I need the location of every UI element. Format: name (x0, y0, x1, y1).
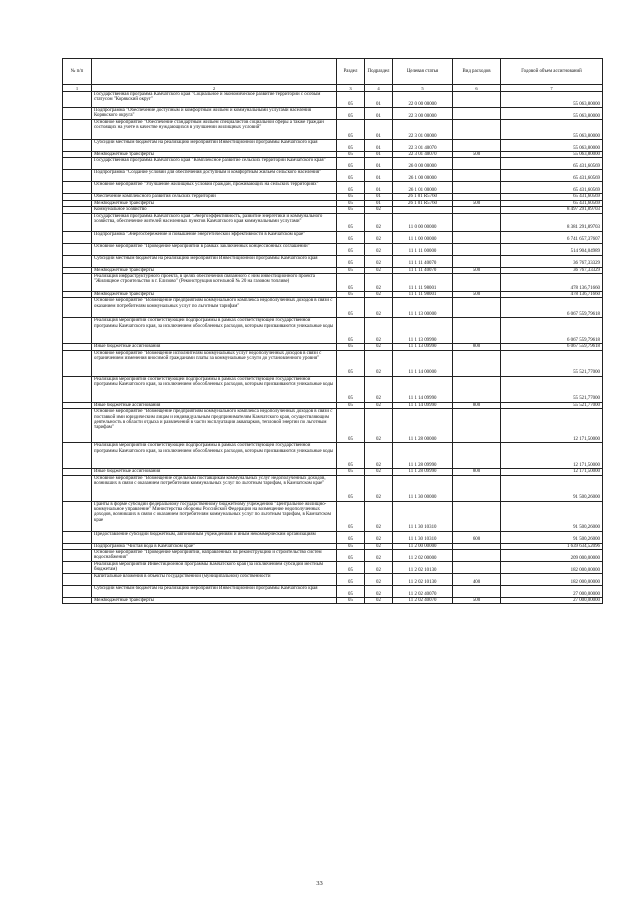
cell-r: 05 (337, 108, 365, 120)
cell-amount: 65 431,60569 (501, 200, 603, 206)
table-row (63, 350, 603, 376)
cell-cs: 11 1 13 00000 (393, 298, 453, 318)
cell-cs: 11 1 11 40070 (393, 255, 453, 267)
cell-index (63, 170, 92, 182)
cell-name: Основное мероприятие "Обеспечение стандартным жильем специалистов социальной сферы а также граждан состоящих на учете в качестве нуждающихся в улучшении жилищных условий" (92, 120, 337, 140)
cell-vr (453, 213, 501, 231)
cell-name: Реализация инфраструктурного проекта, в целях обеспечения связанного с ним инвестиционного проекта "Жилищное строительство в г. Елизово" (Реконструкция котельной № 20 на газовом топливе) (92, 274, 337, 292)
cell-index (63, 574, 92, 586)
cell-index (63, 108, 92, 120)
cell-vr: 800 (453, 402, 501, 408)
cell-p: 02 (365, 475, 393, 501)
cell-name: Реализация мероприятий Инвестиционной программы Камчатского края (за исключением субсидий местным бюджетам) (92, 562, 337, 574)
cell-p: 02 (365, 344, 393, 350)
cell-vr (453, 140, 501, 152)
cell-name: Иные бюджетные ассигнования (92, 344, 337, 350)
cell-p: 02 (365, 501, 393, 531)
cell-r: 05 (337, 574, 365, 586)
budget-rows (63, 92, 603, 604)
cell-name: Государственная программа Камчатского края "Социальное и экономическое развитие территории с особым статусом "Корякский округ" (92, 92, 337, 108)
cell-name: Основное мероприятие "Проведение мероприятий в рамках заключенных концессионных соглашений" (92, 243, 337, 255)
cell-r: 05 (337, 140, 365, 152)
table-row (63, 318, 603, 344)
cell-index (63, 274, 92, 292)
table-row (63, 598, 603, 604)
cell-amount: 6 067 559,79618 (501, 298, 603, 318)
cell-amount: 91 500,26000 (501, 475, 603, 501)
cell-p: 02 (365, 255, 393, 267)
cell-r: 05 (337, 231, 365, 243)
cell-cs: 11 1 13 09990 (393, 344, 453, 350)
cell-r: 05 (337, 562, 365, 574)
cell-amount: 6 067 559,79618 (501, 318, 603, 344)
cell-vr (453, 108, 501, 120)
table-row (63, 243, 603, 255)
cell-r: 05 (337, 243, 365, 255)
cell-cs: 11 1 11 40070 (393, 267, 453, 273)
cell-r: 05 (337, 475, 365, 501)
cell-vr (453, 562, 501, 574)
cell-name: Гранты в форме субсидий федеральному государственному бюджетному учреждению "Центральное жилищно-коммунальное управление" Министерства обороны Российской Федерации на возмещение недополученных доходов, возникших в связи с оказанием потребителям коммунальных услуг по льготным тарифам, в Камчатском крае (92, 501, 337, 531)
cell-index (63, 562, 92, 574)
cell-amount: 182 000,00000 (501, 562, 603, 574)
cell-amount: 55 063,80000 (501, 120, 603, 140)
cell-name: Субсидии местным бюджетам на реализацию мероприятий Инвестиционной программы Камчатского края (92, 586, 337, 598)
table-row (63, 475, 603, 501)
table-row (63, 574, 603, 586)
cell-r: 05 (337, 344, 365, 350)
cell-name: Межбюджетные трансферты (92, 267, 337, 273)
cell-p: 02 (365, 274, 393, 292)
cell-r: 05 (337, 182, 365, 194)
table-row (63, 140, 603, 152)
cell-vr (453, 274, 501, 292)
cell-cs: 11 2 02 40070 (393, 586, 453, 598)
header-cell: Целевая статья (393, 59, 453, 85)
table-row (63, 213, 603, 231)
cell-name: Субсидии местным бюджетам на реализацию мероприятий Инвестиционной программы Камчатского края (92, 140, 337, 152)
cell-index (63, 475, 92, 501)
cell-amount: 12 171,50000 (501, 409, 603, 443)
cell-r: 05 (337, 586, 365, 598)
cell-p: 02 (365, 469, 393, 475)
cell-p: 02 (365, 350, 393, 376)
cell-r: 05 (337, 194, 365, 200)
column-number: 2 (92, 85, 337, 92)
cell-r: 05 (337, 120, 365, 140)
table-row (63, 108, 603, 120)
cell-p: 02 (365, 443, 393, 469)
table-row (63, 158, 603, 170)
cell-amount: 36 767,33329 (501, 267, 603, 273)
cell-amount: 209 000,00000 (501, 550, 603, 562)
cell-r: 05 (337, 267, 365, 273)
cell-vr (453, 92, 501, 108)
table-row (63, 298, 603, 318)
cell-cs: 11 1 11 00000 (393, 243, 453, 255)
budget-table (62, 58, 603, 604)
cell-cs: 22 3 00 00000 (393, 108, 453, 120)
column-number: 1 (63, 85, 92, 92)
cell-p: 02 (365, 598, 393, 604)
cell-r: 05 (337, 92, 365, 108)
cell-r: 05 (337, 213, 365, 231)
cell-cs: 22 3 01 00000 (393, 120, 453, 140)
cell-name: Основное мероприятие "Возмещение предприятиям коммунального комплекса недополученных доходов в связи с оказанием потребителям коммунальных услуг по льготным тарифам" (92, 298, 337, 318)
page-number: 33 (316, 880, 323, 887)
cell-amount: 91 500,26000 (501, 501, 603, 531)
cell-amount: 55 521,77000 (501, 376, 603, 402)
header-cell: № п/п (63, 59, 92, 85)
cell-index (63, 586, 92, 598)
cell-index (63, 213, 92, 231)
header-cell: Вид расходов (453, 59, 501, 85)
cell-amount: 1 639 634,52096 (501, 543, 603, 549)
table-row (63, 170, 603, 182)
cell-amount: 12 171,50000 (501, 469, 603, 475)
cell-vr (453, 475, 501, 501)
cell-amount: 65 431,60569 (501, 170, 603, 182)
cell-r: 05 (337, 469, 365, 475)
table-row (63, 120, 603, 140)
cell-vr (453, 158, 501, 170)
cell-name: Реализация мероприятий соответствующей подпрограммы в рамках соответствующей государственной программы Камчатского края, за исключением обособленных расходов, которым присваиваются уникальные коды (92, 318, 337, 344)
cell-name: Обеспечение комплексного развития сельских территорий (92, 194, 337, 200)
table-row (63, 550, 603, 562)
cell-index (63, 350, 92, 376)
cell-index (63, 531, 92, 543)
cell-cs: 26 1 01 R5760 (393, 194, 453, 200)
cell-cs: 26 1 01 R5760 (393, 200, 453, 206)
cell-p: 01 (365, 182, 393, 194)
cell-r: 05 (337, 158, 365, 170)
cell-r: 05 (337, 501, 365, 531)
cell-p: 01 (365, 108, 393, 120)
table-row (63, 182, 603, 194)
cell-name: Государственная программа Камчатского края "Комплексное развитие сельских территорий Камчатского края" (92, 158, 337, 170)
cell-name: Основное мероприятие "Возмещение исполнителям коммунальных услуг недополученных доходов в связи с ограничением изменения вносимой гражданами платы за коммунальные услуги до установленного уровня" (92, 350, 337, 376)
cell-name: Иные бюджетные ассигнования (92, 469, 337, 475)
cell-cs: 11 2 02 10130 (393, 562, 453, 574)
cell-amount: 8 497 291,89703 (501, 207, 603, 213)
cell-name: Межбюджетные трансферты (92, 598, 337, 604)
cell-r: 05 (337, 550, 365, 562)
cell-amount: 27 000,00000 (501, 598, 603, 604)
cell-p: 02 (365, 543, 393, 549)
cell-amount: 55 521,77000 (501, 350, 603, 376)
cell-cs: 11 2 02 40070 (393, 598, 453, 604)
cell-vr: 500 (453, 598, 501, 604)
cell-cs: 11 1 00 00000 (393, 231, 453, 243)
cell-r: 05 (337, 402, 365, 408)
cell-p: 02 (365, 586, 393, 598)
cell-amount: 55 521,77000 (501, 402, 603, 408)
cell-p: 02 (365, 574, 393, 586)
table-row (63, 409, 603, 443)
cell-name: Коммунальное хозяйство (92, 207, 337, 213)
header-row (63, 59, 603, 85)
cell-r: 05 (337, 443, 365, 469)
cell-vr: 500 (453, 200, 501, 206)
cell-index (63, 443, 92, 469)
cell-p: 01 (365, 140, 393, 152)
cell-index (63, 298, 92, 318)
cell-p: 02 (365, 550, 393, 562)
cell-p: 02 (365, 318, 393, 344)
cell-cs: 11 2 02 10130 (393, 574, 453, 586)
cell-vr: 500 (453, 152, 501, 158)
cell-p: 02 (365, 213, 393, 231)
cell-cs: 11 1 14 00000 (393, 350, 453, 376)
cell-vr (453, 255, 501, 267)
cell-cs: 11 1 28 09990 (393, 443, 453, 469)
cell-vr: 400 (453, 574, 501, 586)
cell-index (63, 255, 92, 267)
cell-index (63, 598, 92, 604)
cell-cs: 11 0 00 00000 (393, 213, 453, 231)
table-row (63, 231, 603, 243)
cell-p: 01 (365, 120, 393, 140)
cell-amount: 514 904,04989 (501, 243, 603, 255)
cell-name: Межбюджетные трансферты (92, 152, 337, 158)
cell-cs: 11 1 13 09990 (393, 318, 453, 344)
cell-vr (453, 231, 501, 243)
cell-cs: 26 1 01 00000 (393, 182, 453, 194)
cell-amount: 12 171,50000 (501, 443, 603, 469)
cell-p: 02 (365, 243, 393, 255)
cell-amount: 65 431,60569 (501, 194, 603, 200)
cell-name: Основное мероприятие "Улучшение жилищных условий граждан, проживающих на сельских территориях" (92, 182, 337, 194)
column-number: 5 (393, 85, 453, 92)
cell-cs: 22 0 00 00000 (393, 92, 453, 108)
column-number: 7 (501, 85, 603, 92)
table-row (63, 586, 603, 598)
cell-vr (453, 376, 501, 402)
cell-index (63, 182, 92, 194)
table-row (63, 92, 603, 108)
cell-index (63, 409, 92, 443)
cell-p: 02 (365, 531, 393, 543)
cell-amount: 6 067 559,79618 (501, 344, 603, 350)
cell-cs: 22 3 01 40070 (393, 152, 453, 158)
cell-vr (453, 550, 501, 562)
cell-r: 05 (337, 207, 365, 213)
column-number-row (63, 85, 603, 92)
cell-index (63, 158, 92, 170)
header-cell: Подраздел (365, 59, 393, 85)
cell-index (63, 120, 92, 140)
cell-r: 05 (337, 350, 365, 376)
cell-p: 01 (365, 200, 393, 206)
cell-r: 05 (337, 200, 365, 206)
cell-amount: 91 500,26000 (501, 531, 603, 543)
cell-p: 02 (365, 562, 393, 574)
cell-p: 02 (365, 207, 393, 213)
cell-p: 01 (365, 158, 393, 170)
cell-amount: 478 136,71660 (501, 274, 603, 292)
cell-name: Подпрограмма "Создание условий для обеспечения доступным и комфортным жильем сельского населения" (92, 170, 337, 182)
cell-r: 05 (337, 598, 365, 604)
budget-sheet (62, 58, 602, 604)
cell-amount: 65 431,60569 (501, 182, 603, 194)
header-cell: Годовой объем ассигнований (501, 59, 603, 85)
column-number: 4 (365, 85, 393, 92)
cell-cs: 11 1 30 10310 (393, 501, 453, 531)
cell-vr: 500 (453, 267, 501, 273)
cell-amount: 55 063,80000 (501, 152, 603, 158)
cell-name: Государственная программа Камчатского края "Энергоэффективность, развитие энергетики и коммунального хозяйства, обеспечение жителей населенных пунктов Камчатского края коммунальными услугами" (92, 213, 337, 231)
cell-p: 01 (365, 92, 393, 108)
cell-amount: 182 000,00000 (501, 574, 603, 586)
cell-r: 05 (337, 531, 365, 543)
cell-vr (453, 170, 501, 182)
cell-r: 05 (337, 152, 365, 158)
cell-amount: 8 381 291,89703 (501, 213, 603, 231)
cell-name: Основное мероприятие "Проведение мероприятий, направленных на реконструкцию и строительство систем водоснабжения" (92, 550, 337, 562)
cell-name: Реализация мероприятий соответствующей подпрограммы в рамках соответствующей государственной программы Камчатского края, за исключением обособленных расходов, которым присваиваются уникальные коды (92, 376, 337, 402)
cell-p: 02 (365, 267, 393, 273)
cell-amount: 55 063,80000 (501, 92, 603, 108)
cell-amount: 27 000,00000 (501, 586, 603, 598)
cell-vr (453, 501, 501, 531)
cell-cs: 11 1 30 10310 (393, 531, 453, 543)
cell-name: Предоставление субсидий бюджетным, автономным учреждениям и иным некоммерческим организациям (92, 531, 337, 543)
cell-vr (453, 243, 501, 255)
cell-index (63, 376, 92, 402)
column-number: 6 (453, 85, 501, 92)
cell-cs: 11 1 14 09990 (393, 402, 453, 408)
cell-vr (453, 120, 501, 140)
cell-cs: 11 1 28 09990 (393, 469, 453, 475)
cell-name: Подпрограмма "Энергосбережение и повышение энергетической эффективности в Камчатском крае" (92, 231, 337, 243)
table-row (63, 562, 603, 574)
table-row (63, 255, 603, 267)
cell-r: 05 (337, 170, 365, 182)
table-row (63, 443, 603, 469)
cell-name: Подпрограмма "Обеспечение доступным и комфортным жильем и коммунальными услугами населения Корякского округа" (92, 108, 337, 120)
cell-name: Реализация мероприятий соответствующей подпрограммы в рамках соответствующей государственной программы Камчатского края, за исключением обособленных расходов, которым присваиваются уникальные коды (92, 443, 337, 469)
cell-cs: 11 1 28 00000 (393, 409, 453, 443)
cell-cs: 11 2 02 00000 (393, 550, 453, 562)
cell-amount: 478 136,71660 (501, 292, 603, 298)
cell-index (63, 550, 92, 562)
cell-name: Межбюджетные трансферты (92, 292, 337, 298)
cell-vr (453, 298, 501, 318)
cell-cs: 26 0 00 00000 (393, 158, 453, 170)
cell-vr: 800 (453, 469, 501, 475)
header-cell: Раздел (337, 59, 365, 85)
table-row (63, 274, 603, 292)
cell-r: 05 (337, 318, 365, 344)
cell-cs: 22 3 01 40070 (393, 140, 453, 152)
cell-index (63, 318, 92, 344)
cell-name: Капитальные вложения в объекты государственной (муниципальной) собственности (92, 574, 337, 586)
table-row (63, 531, 603, 543)
cell-cs: 26 1 00 00000 (393, 170, 453, 182)
cell-r: 05 (337, 376, 365, 402)
cell-p: 01 (365, 170, 393, 182)
cell-p: 01 (365, 152, 393, 158)
cell-vr: 800 (453, 344, 501, 350)
cell-name: Основное мероприятие "Возмещение предприятиям коммунального комплекса недополученных доходов в связи с поставкой ими юридическим лицам и индивидуальным предпринимателям Камчатского края, осуществляющим деятельность в области отдыха и развлечений в части эксплуатации аквапарков, тепловой энергии по льготным тарифам" (92, 409, 337, 443)
cell-p: 01 (365, 194, 393, 200)
cell-amount: 55 063,80000 (501, 140, 603, 152)
cell-r: 05 (337, 255, 365, 267)
cell-vr (453, 318, 501, 344)
cell-index (63, 140, 92, 152)
cell-index (63, 501, 92, 531)
cell-vr (453, 443, 501, 469)
table-row (63, 501, 603, 531)
cell-name: Иные бюджетные ассигнования (92, 402, 337, 408)
cell-vr (453, 586, 501, 598)
column-number: 3 (337, 85, 365, 92)
cell-index (63, 231, 92, 243)
cell-p: 02 (365, 292, 393, 298)
table-row (63, 376, 603, 402)
cell-cs: 11 2 00 00000 (393, 543, 453, 549)
cell-vr (453, 182, 501, 194)
cell-cs: 11 1 14 09990 (393, 376, 453, 402)
cell-amount: 55 063,80000 (501, 108, 603, 120)
cell-p: 02 (365, 376, 393, 402)
cell-vr: 500 (453, 292, 501, 298)
cell-name: Межбюджетные трансферты (92, 200, 337, 206)
cell-name: Подпрограмма "Чистая вода в Камчатском крае" (92, 543, 337, 549)
cell-r: 05 (337, 274, 365, 292)
cell-r: 05 (337, 409, 365, 443)
cell-name: Субсидии местным бюджетам на реализацию мероприятий Инвестиционной программы Камчатского края (92, 255, 337, 267)
cell-r: 05 (337, 543, 365, 549)
cell-cs: 11 1 11 98001 (393, 274, 453, 292)
cell-vr (453, 409, 501, 443)
cell-p: 02 (365, 298, 393, 318)
cell-index (63, 243, 92, 255)
cell-cs: 11 1 11 98001 (393, 292, 453, 298)
header-cell: Наименование (92, 59, 337, 85)
cell-amount: 6 741 657,37607 (501, 231, 603, 243)
cell-r: 05 (337, 298, 365, 318)
cell-r: 05 (337, 292, 365, 298)
cell-vr: 600 (453, 531, 501, 543)
cell-p: 02 (365, 402, 393, 408)
cell-p: 02 (365, 409, 393, 443)
cell-cs: 11 1 30 00000 (393, 475, 453, 501)
cell-name: Основное мероприятие "Возмещение отдельным поставщикам коммунальных услуг недополученных доходов, возникших в связи с оказанием потребителям коммунальных услуг по льготным тарифам, в Камчатском крае" (92, 475, 337, 501)
cell-vr (453, 350, 501, 376)
cell-index (63, 92, 92, 108)
cell-p: 02 (365, 231, 393, 243)
cell-amount: 65 431,60569 (501, 158, 603, 170)
cell-amount: 36 767,33329 (501, 255, 603, 267)
